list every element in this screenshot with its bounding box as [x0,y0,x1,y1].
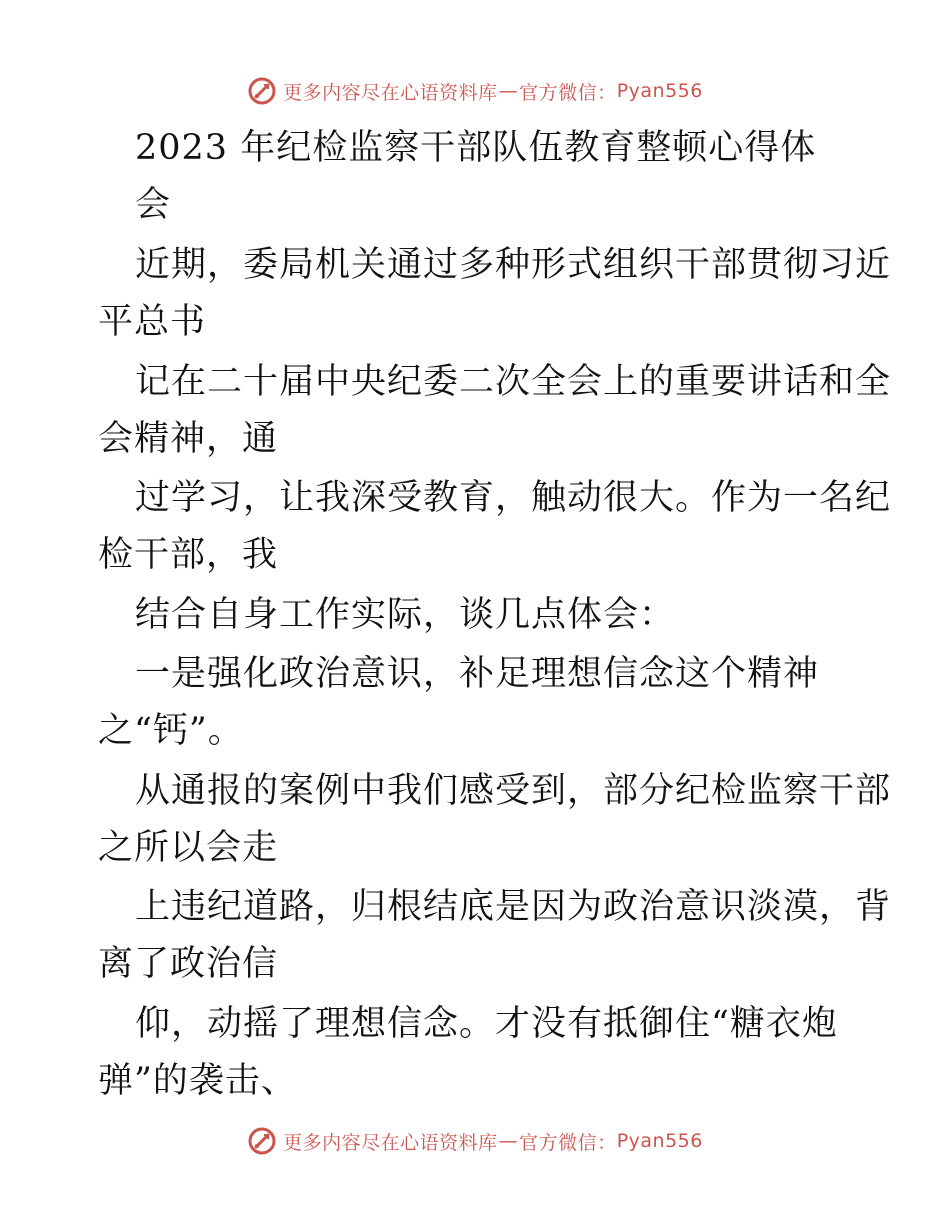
doc-line-7: 过学习，让我深受教育，触动很大。作为一名纪 [135,478,892,518]
doc-line-16: 仰，动摇了理想信念。才没有抵御住“糖衣炮 [135,1004,838,1044]
doc-line-6: 会精神，通 [98,419,279,459]
doc-line-3: 近期，委局机关通过多种形式组织干部贯彻习近 [135,245,892,285]
doc-line-2: 会 [135,185,172,225]
doc-line-11: 之“钙”。 [98,711,244,751]
doc-line-14: 上违纪道路，归根结底是因为政治意识淡漠，背 [135,887,892,927]
doc-line-10: 一是强化政治意识，补足理想信念这个精神 [135,654,820,694]
doc-line-15: 离了政治信 [98,944,279,984]
doc-line-4: 平总书 [98,302,207,342]
watermark-text-a: 更多内容尽在心语资料库 [283,81,498,104]
watermark-text-b: 官方微信： [519,81,617,104]
footer-watermark [0,1121,950,1161]
watermark-text-b: 官方微信： [519,1131,617,1154]
doc-line-9: 结合自身工作实际，谈几点体会： [135,595,676,635]
watermark-separator: — [498,80,519,102]
watermark-text-c: Pyan556 [616,80,703,102]
doc-line-13: 之所以会走 [98,828,279,868]
watermark-text-c: Pyan556 [616,1130,703,1152]
watermark-separator: — [498,1130,519,1152]
doc-line-17: 弹”的袭击、 [98,1061,297,1101]
doc-line-12: 从通报的案例中我们感受到，部分纪检监察干部 [135,771,892,811]
quill-seal-icon [247,1126,277,1156]
doc-line-8: 检干部，我 [98,535,279,575]
watermark-text-a: 更多内容尽在心语资料库 [283,1131,498,1154]
doc-line-5: 记在二十届中央纪委二次全会上的重要讲话和全 [135,362,892,402]
doc-line-1: 2023 年纪检监察干部队伍教育整顿心得体 [135,128,817,168]
